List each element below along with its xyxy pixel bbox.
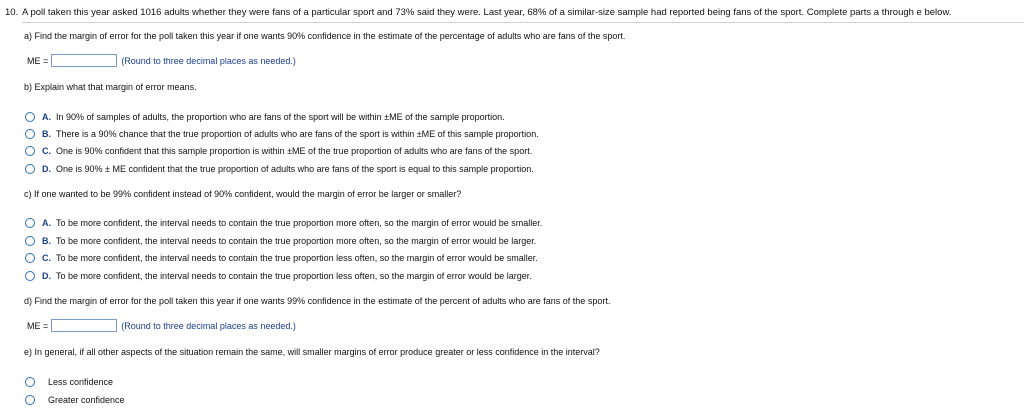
radio-button-icon[interactable]	[25, 271, 35, 281]
part-d-me-label: ME =	[27, 320, 49, 331]
question-number: 10.	[5, 7, 19, 18]
part-a-rounding-hint: (Round to three decimal places as needed.)	[121, 55, 296, 66]
part-b-option-d[interactable]	[25, 164, 534, 174]
option-letter: A.	[42, 218, 51, 228]
option-text: To be more confident, the interval needs to contain the true proportion less often, so the margin of error would be smaller.	[56, 253, 538, 263]
part-c-prompt: c) If one wanted to be 99% confident instead of 90% confident, would the margin of error be larger or smaller?	[24, 189, 462, 199]
option-text: In 90% of samples of adults, the proportion who are fans of the sport will be within ±ME of the sample proportion.	[56, 112, 505, 122]
option-text: One is 90% confident that this sample proportion is within ±ME of the true proportion of adults who are fans of the sport.	[56, 146, 533, 156]
part-c-option-a[interactable]	[25, 218, 542, 228]
part-a-prompt: a) Find the margin of error for the poll taken this year if one wants 90% confidence in the estimate of the percentage of adults who are fans of the sport.	[24, 31, 626, 41]
option-text: To be more confident, the interval needs to contain the true proportion more often, so the margin of error would be larger.	[56, 236, 537, 246]
part-b-option-b[interactable]	[25, 129, 539, 139]
option-letter: A.	[42, 112, 51, 122]
option-letter: D.	[42, 164, 51, 174]
part-d-prompt: d) Find the margin of error for the poll taken this year if one wants 99% confidence in the estimate of the percent of adults who are fans of the sport.	[24, 296, 611, 306]
option-text: One is 90% ± ME confident that the true proportion of adults who are fans of the sport is equal to this sample proportion.	[56, 164, 534, 174]
part-e-option-less[interactable]	[25, 377, 113, 387]
option-text: To be more confident, the interval needs to contain the true proportion less often, so the margin of error would be larger.	[56, 271, 532, 281]
radio-button-icon[interactable]	[25, 236, 35, 246]
radio-button-icon[interactable]	[25, 377, 35, 387]
part-c-option-d[interactable]	[25, 271, 532, 281]
option-letter: D.	[42, 271, 51, 281]
part-d-answer-row	[27, 319, 296, 332]
part-b-option-c[interactable]	[25, 146, 532, 156]
radio-button-icon[interactable]	[25, 395, 35, 405]
part-b-option-a[interactable]	[25, 112, 505, 122]
part-a-me-input[interactable]	[51, 54, 117, 67]
option-text: Greater confidence	[48, 395, 125, 405]
question-stem: A poll taken this year asked 1016 adults whether they were fans of a particular sport and 73% said they were. Last year, 68% of a similar-size sample had reported being fans of the sport. Complete parts a through e below.	[22, 7, 952, 18]
option-letter: C.	[42, 146, 51, 156]
option-letter: C.	[42, 253, 51, 263]
radio-button-icon[interactable]	[25, 146, 35, 156]
radio-button-icon[interactable]	[25, 253, 35, 263]
option-letter: B.	[42, 129, 51, 139]
part-e-option-greater[interactable]	[25, 395, 125, 405]
divider	[22, 22, 1024, 23]
radio-button-icon[interactable]	[25, 218, 35, 228]
part-d-rounding-hint: (Round to three decimal places as needed.)	[121, 320, 296, 331]
part-a-answer-row	[27, 54, 296, 67]
radio-button-icon[interactable]	[25, 112, 35, 122]
part-a-me-label: ME =	[27, 55, 49, 66]
part-b-prompt: b) Explain what that margin of error means.	[24, 82, 197, 92]
option-text: There is a 90% chance that the true proportion of adults who are fans of the sport is within ±ME of this sample proportion.	[56, 129, 539, 139]
radio-button-icon[interactable]	[25, 129, 35, 139]
option-text: To be more confident, the interval needs to contain the true proportion more often, so the margin of error would be smaller.	[56, 218, 543, 228]
part-c-option-c[interactable]	[25, 253, 538, 263]
part-d-me-input[interactable]	[51, 319, 117, 332]
option-letter: B.	[42, 236, 51, 246]
part-e-prompt: e) In general, if all other aspects of the situation remain the same, will smaller margins of error produce greater or less confidence in the interval?	[24, 347, 600, 357]
option-text: Less confidence	[48, 377, 114, 387]
part-c-option-b[interactable]	[25, 236, 536, 246]
radio-button-icon[interactable]	[25, 164, 35, 174]
